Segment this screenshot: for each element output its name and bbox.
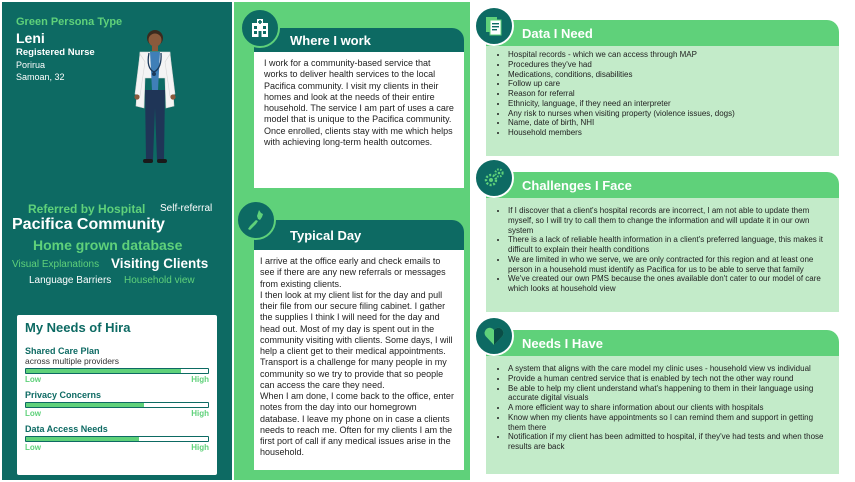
persona-ethnicity-age: Samoan, 32 <box>16 72 65 82</box>
needs-i-have-title: Needs I Have <box>522 335 603 351</box>
keyword-cloud <box>12 200 227 295</box>
list-item: • A more efficient way to share information about our clients with hospitals <box>508 403 829 413</box>
where-i-work-header <box>254 28 464 52</box>
list-item: • There is a lack of reliable health information in a client's preferred language, this makes it difficult to explain their health conditions <box>508 235 829 255</box>
keyword: Household view <box>124 275 195 286</box>
list-item: • Medications, conditions, disabilities <box>508 70 829 80</box>
persona-type: Green Persona Type <box>16 16 123 28</box>
list-item: • A system that aligns with the care model my clinic uses - household view vs individual <box>508 364 829 374</box>
need-level-bar <box>25 436 209 442</box>
scale-low-label: Low <box>25 443 41 452</box>
scale-low-label: Low <box>25 375 41 384</box>
list-item: • If I discover that a client's hospital records are incorrect, I am not able to update them myself, so I will try to call them to change the information and will update it in our own system <box>508 206 829 235</box>
keyword: Language Barriers <box>29 275 112 286</box>
scale-high-label: High <box>191 409 209 418</box>
scale-high-label: High <box>191 443 209 452</box>
keyword: Referred by Hospital <box>28 202 146 216</box>
list-item: • Household members <box>508 128 829 138</box>
data-i-need-header <box>486 20 839 46</box>
heart-icon <box>474 316 514 356</box>
challenges-title: Challenges I Face <box>522 177 632 193</box>
need-data-access <box>25 424 209 452</box>
challenges-header <box>486 172 839 198</box>
need-shared-care-plan <box>25 346 209 384</box>
hospital-icon <box>240 8 280 48</box>
needs-of-hira-card <box>17 315 217 475</box>
needs-of-hira-title: My Needs of Hira <box>25 320 131 335</box>
need-level-fill <box>26 369 181 373</box>
typical-day-header <box>254 220 464 250</box>
list-item: • Know when my clients have appointments so I can remind them and support in getting them there <box>508 413 829 433</box>
needs-i-have-list <box>486 356 839 474</box>
persona-panel <box>2 2 232 480</box>
need-label: Privacy Concerns <box>25 390 102 400</box>
keyword: Home grown database <box>33 237 183 253</box>
need-level-bar <box>25 402 209 408</box>
data-i-need-title: Data I Need <box>522 25 593 41</box>
list-item: • Reason for referral <box>508 89 829 99</box>
need-privacy-concerns <box>25 390 209 418</box>
list-item: • Name, date of birth, NHI <box>508 118 829 128</box>
list-item: • Ethnicity, language, if they need an interpreter <box>508 99 829 109</box>
need-level-fill <box>26 437 139 441</box>
list-item: • Hospital records - which we can access through MAP <box>508 50 829 60</box>
needs-i-have-header <box>486 330 839 356</box>
keyword: Visual Explanations <box>12 259 100 270</box>
list-item: • Notification if my client has been admitted to hospital, if they've had tests and when those results are back <box>508 432 829 452</box>
need-label: Shared Care Plan <box>25 346 100 356</box>
story-panel <box>234 2 470 480</box>
persona-role: Registered Nurse <box>16 47 95 58</box>
scale-low-label: Low <box>25 409 41 418</box>
list-item: • We've created our own PMS because the ones available don't cater to our model of care which looks at household view <box>508 274 829 294</box>
list-item: • Procedures they've had <box>508 60 829 70</box>
list-item: • We are limited in who we serve, we are only contracted for this region and at least one person in a household must identify as Pacifica for us to be able to serve that family <box>508 255 829 275</box>
keyword: Self-referral <box>160 203 213 214</box>
need-level-bar <box>25 368 209 374</box>
where-i-work-text: I work for a community-based service that works to deliver health services to the local Pacifica community. I visit my clients in their homes and look at the needs of their entire household. The service I am part of uses a care model that is unique to the Pacifica community. Once enrolled, clients stay with me which helps with achieving long-term health outcomes. <box>254 52 464 188</box>
typical-day-text: I arrive at the office early and check emails to see if there are any new referrals or messages from existing clients. I then look at my client list for the day and pull their file from our secure filing cabinet. I gather the supplies I think I will need for the day and head out. Most of my day is spent out in the community visiting with clients. Some days, I will help a client get to their medical appointments. Transport is a challenge for many people in my community so we try to provide that so people can access the care they need. When I am done, I come back to the office, enter notes from the day into our homegrown database. I leave my phone on in case a clients needs to reach me. Often for my clients I am the first port of call if any medical issues arise in the household. <box>254 250 464 470</box>
list-item: • Any risk to nurses when visiting property (violence issues, dogs) <box>508 109 829 119</box>
new-zealand-map-icon <box>236 200 276 240</box>
data-i-need-list <box>486 46 839 156</box>
nurse-avatar-illustration <box>130 28 180 170</box>
keyword: Pacifica Community <box>12 216 165 233</box>
list-item: • Provide a human centred service that is enabled by tech not the other way round <box>508 374 829 384</box>
need-level-fill <box>26 403 144 407</box>
persona-name: Leni <box>16 30 45 46</box>
persona-location: Porirua <box>16 60 46 70</box>
list-item: • Be able to help my client understand what's happening to them in their language using accurate digital visuals <box>508 384 829 404</box>
keyword: Visiting Clients <box>111 256 209 271</box>
scale-high-label: High <box>191 375 209 384</box>
challenges-list <box>486 198 839 312</box>
documents-icon <box>474 6 514 46</box>
where-i-work-title: Where I work <box>290 32 371 48</box>
needs-panel <box>472 2 853 480</box>
gears-icon <box>474 158 514 198</box>
need-label: Data Access Needs <box>25 424 108 434</box>
need-sublabel: across multiple providers <box>25 356 120 366</box>
typical-day-title: Typical Day <box>290 227 362 243</box>
list-item: • Follow up care <box>508 79 829 89</box>
